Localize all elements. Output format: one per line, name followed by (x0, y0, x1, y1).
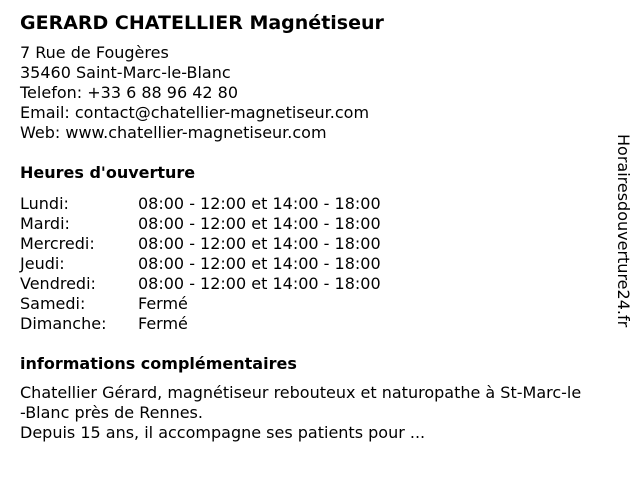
day-label: Vendredi: (20, 274, 96, 293)
opening-hours-heading: Heures d'ouverture (20, 163, 196, 182)
day-hours: Fermé (138, 294, 188, 313)
description-line: Depuis 15 ans, il accompagne ses patients pour ... (20, 423, 426, 442)
day-hours: 08:00 - 12:00 et 14:00 - 18:00 (138, 254, 381, 273)
address-city: 35460 Saint-Marc-le-Blanc (20, 63, 231, 82)
description-line: Chatellier Gérard, magnétiseur rebouteux et naturopathe à St-Marc-le (20, 383, 582, 402)
website-url[interactable]: Web: www.chatellier-magnetiseur.com (20, 123, 327, 142)
business-name: GERARD CHATELLIER Magnétiseur (20, 12, 384, 34)
phone-number[interactable]: Telefon: +33 6 88 96 42 80 (20, 83, 239, 102)
day-label: Lundi: (20, 194, 69, 213)
day-label: Samedi: (20, 294, 86, 313)
email-address[interactable]: Email: contact@chatellier-magnetiseur.com (20, 103, 370, 122)
day-hours: 08:00 - 12:00 et 14:00 - 18:00 (138, 274, 381, 293)
day-label: Dimanche: (20, 314, 107, 333)
site-watermark: Horairesdouverture24.fr (614, 134, 633, 328)
day-hours: Fermé (138, 314, 188, 333)
description-line: -Blanc près de Rennes. (20, 403, 203, 422)
day-hours: 08:00 - 12:00 et 14:00 - 18:00 (138, 214, 381, 233)
day-hours: 08:00 - 12:00 et 14:00 - 18:00 (138, 234, 381, 253)
additional-info-heading: informations complémentaires (20, 354, 297, 373)
address-street: 7 Rue de Fougères (20, 43, 169, 62)
day-label: Mercredi: (20, 234, 95, 253)
day-hours: 08:00 - 12:00 et 14:00 - 18:00 (138, 194, 381, 213)
day-label: Mardi: (20, 214, 70, 233)
day-label: Jeudi: (20, 254, 65, 273)
